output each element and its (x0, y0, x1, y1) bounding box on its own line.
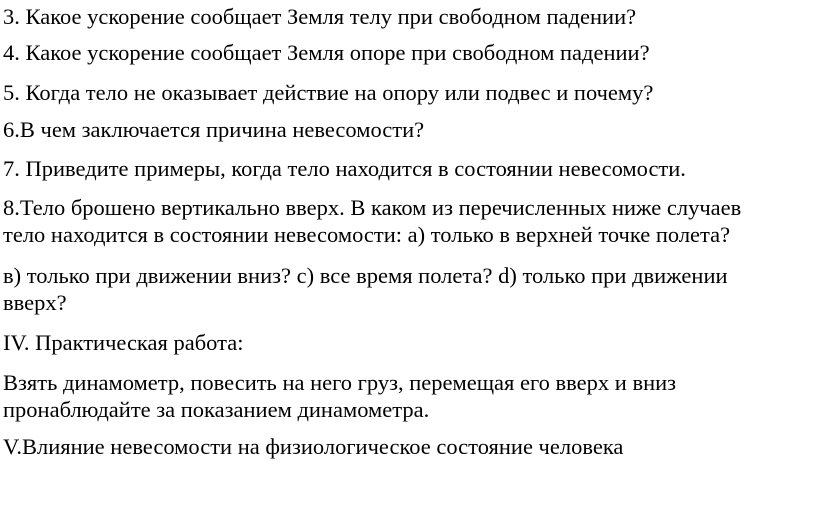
text-line: тело находится в состоянии невесомости: а) только в верхней точке полета? (3, 222, 731, 247)
question-7 (3, 155, 686, 182)
text-line: вверх? (3, 290, 67, 315)
question-4 (3, 39, 650, 66)
text-line: 8.Тело брошено вертикально вверх. В каком из перечисленных ниже случаев (3, 195, 742, 220)
practical-task (3, 369, 676, 423)
question-8-options (3, 262, 728, 316)
question-6 (3, 116, 424, 143)
text-line: IV. Практическая работа: (3, 330, 244, 355)
text-line: 7. Приведите примеры, когда тело находится в состоянии невесомости. (3, 156, 686, 181)
section-heading-v (3, 433, 623, 460)
text-line: V.Влияние невесомости на физиологическое состояние человека (3, 434, 624, 459)
question-3 (3, 3, 636, 30)
text-line: 6.В чем заключается причина невесомости? (3, 117, 425, 142)
text-line: в) только при движении вниз? с) все время полета? d) только при движении (3, 263, 728, 288)
section-heading-iv (3, 329, 243, 356)
question-5 (3, 79, 653, 106)
text-line: 5. Когда тело не оказывает действие на опору или подвес и почему? (3, 80, 654, 105)
text-line: 4. Какое ускорение сообщает Земля опоре при свободном падении? (3, 40, 650, 65)
text-line: Взять динамометр, повесить на него груз, перемещая его вверх и вниз (3, 370, 677, 395)
text-line: пронаблюдайте за показанием динамометра. (3, 397, 430, 422)
question-8 (3, 194, 741, 248)
text-line: 3. Какое ускорение сообщает Земля телу при свободном падении? (3, 4, 637, 29)
